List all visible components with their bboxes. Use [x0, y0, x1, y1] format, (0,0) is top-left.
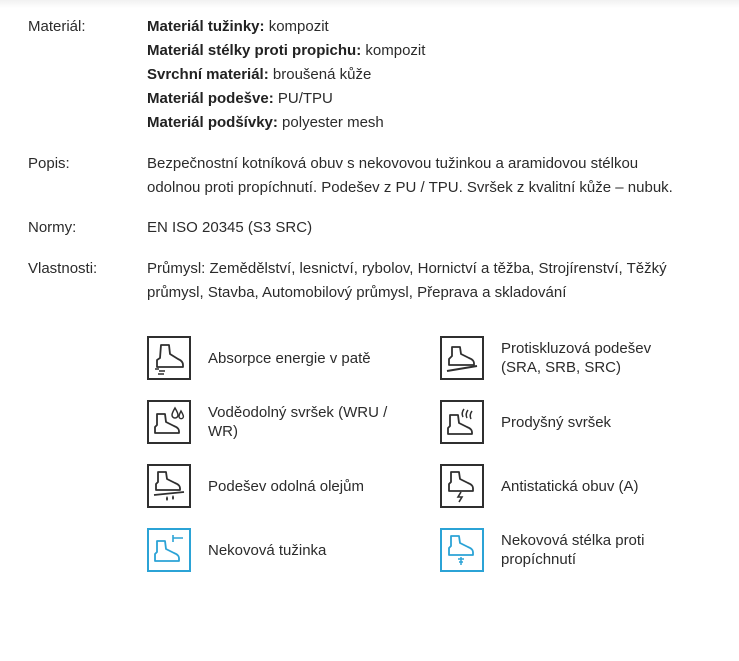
material-item: Materiál podešve: PU/TPU	[147, 90, 333, 107]
feature-label: Nekovová stélka proti propíchnutí	[501, 532, 645, 568]
material-item: Materiál podšívky: polyester mesh	[147, 114, 384, 131]
feature-label: Antistatická obuv (A)	[501, 477, 639, 495]
properties-line: Průmysl: Zemědělství, lesnictví, rybolov, Hornictví a těžba, Strojírenství, Těžký	[147, 260, 667, 277]
description-text	[147, 152, 717, 200]
water-resistant-upper-icon	[147, 400, 191, 444]
standards-value: EN ISO 20345 (S3 SRC)	[147, 219, 313, 236]
feature-oil-resistant	[147, 464, 408, 508]
feature-label: Voděodolný svršek (WRU / WR)	[208, 404, 388, 440]
top-shadow	[0, 0, 739, 8]
description-line: Bezpečnostní kotníková obuv s nekovovou tužinkou a aramidovou stélkou	[147, 155, 639, 172]
material-item: Materiál tužinky: kompozit	[147, 18, 329, 35]
properties-line: průmysl, Stavba, Automobilový průmysl, Přeprava a skladování	[147, 284, 567, 301]
feature-label: Prodyšný svršek	[501, 413, 612, 431]
properties-label: Vlastnosti:	[28, 260, 98, 277]
feature-slip-resistant	[440, 336, 701, 380]
description-label: Popis:	[28, 155, 70, 172]
oil-resistant-sole-icon	[147, 464, 191, 508]
material-values	[147, 15, 717, 135]
feature-breathable	[440, 400, 701, 444]
feature-non-metal-toecap	[147, 528, 408, 572]
material-item: Svrchní materiál: broušená kůže	[147, 66, 372, 83]
non-metal-midsole-icon	[440, 528, 484, 572]
heel-energy-absorption-icon	[147, 336, 191, 380]
slip-resistant-sole-icon	[440, 336, 484, 380]
breathable-upper-icon	[440, 400, 484, 444]
antistatic-footwear-icon	[440, 464, 484, 508]
description-line: odolnou proti propíchnutí. Podešev z PU / TPU. Svršek z kvalitní kůže – nubuk.	[147, 179, 673, 196]
feature-heel-energy	[147, 336, 408, 380]
feature-water-resistant	[147, 400, 408, 444]
feature-label: Podešev odolná olejům	[208, 477, 364, 495]
feature-non-metal-midsole	[440, 528, 701, 572]
properties-text	[147, 257, 717, 305]
feature-label: Absorpce energie v patě	[208, 349, 371, 367]
material-label: Materiál:	[28, 18, 86, 35]
feature-label: Nekovová tužinka	[208, 541, 327, 559]
material-item: Materiál stélky proti propichu: kompozit	[147, 42, 426, 59]
non-metal-toecap-icon	[147, 528, 191, 572]
feature-antistatic	[440, 464, 701, 508]
standards-label: Normy:	[28, 219, 77, 236]
feature-label: Protiskluzová podešev (SRA, SRB, SRC)	[501, 340, 652, 376]
